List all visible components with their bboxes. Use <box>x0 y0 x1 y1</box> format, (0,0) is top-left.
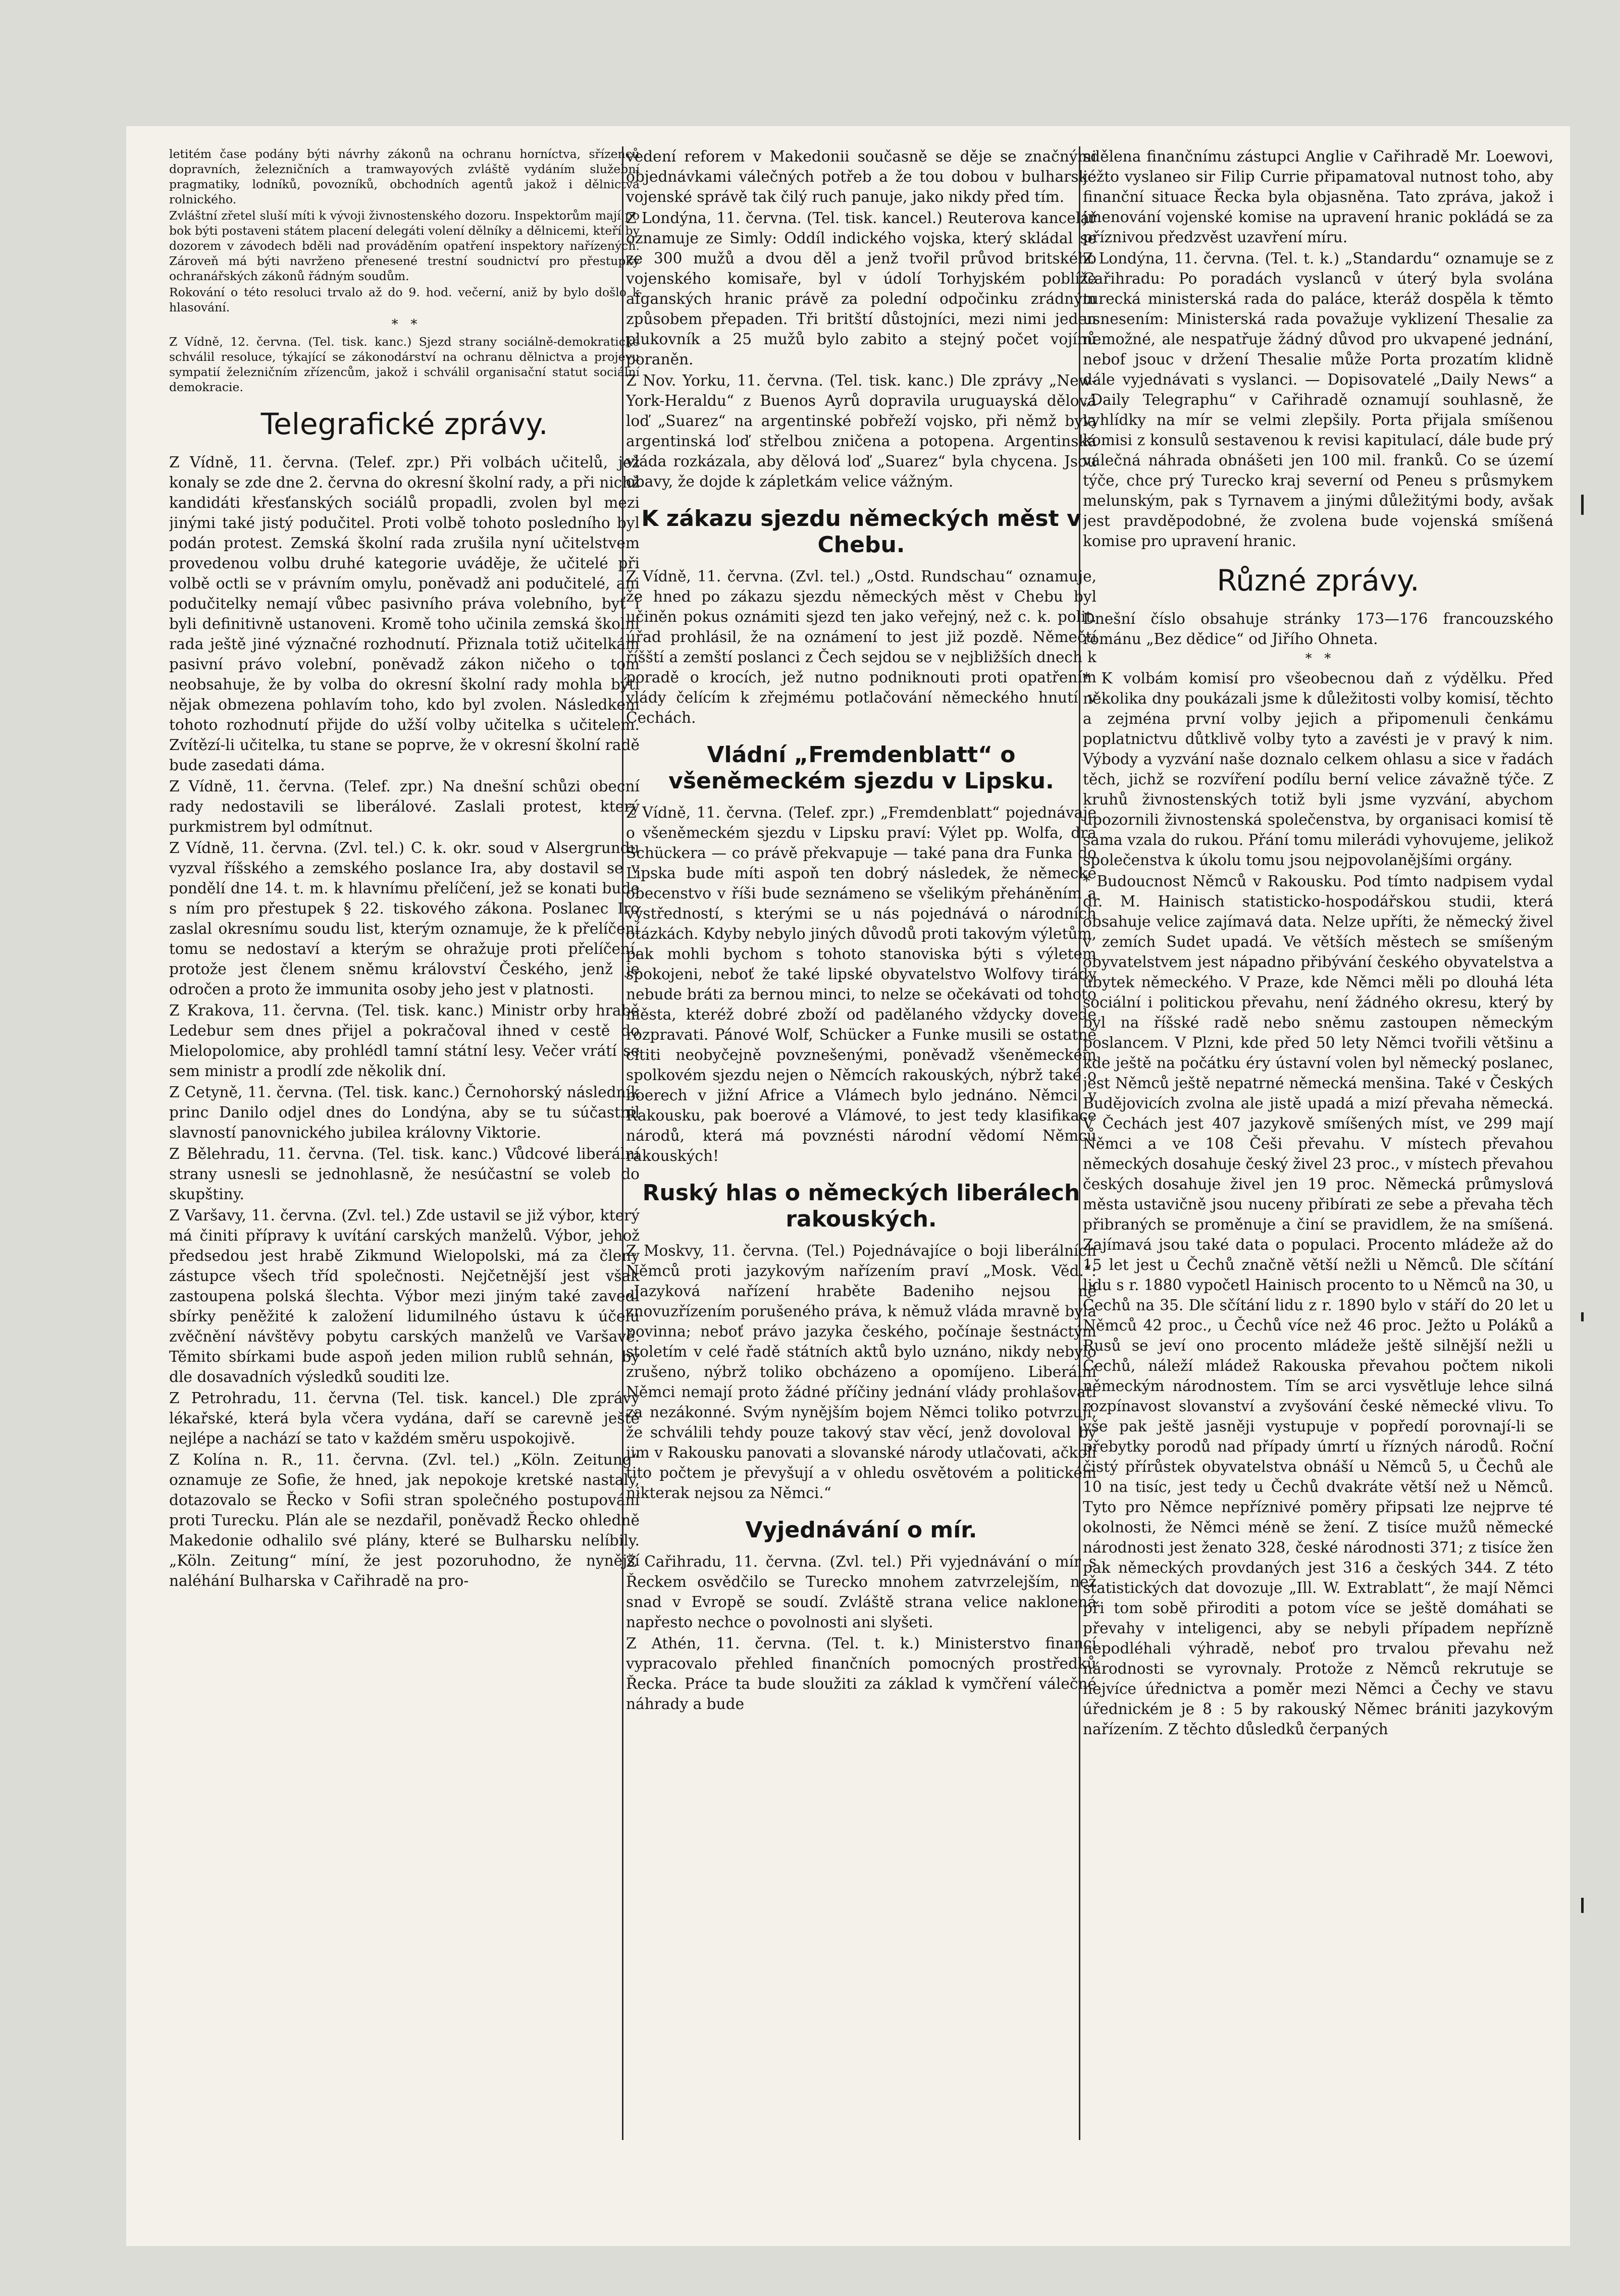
article-paragraph: Z Vídně, 11. června. (Zvl. tel.) C. k. okr. soud v Alsergrundu vyzval říšského a zemského poslance Ira, aby dostavil se v pondělí dne 14. t. m. k hlavnímu přelíčení, jež se konati bude s ním pro přestupek § 22. tiskového zákona. Poslanec Iro zaslal okresnímu soudu list, kterým oznamuje, že k přelíčení tomu se nedostaví a kterým se ohražuje proti přelíčení, protože jest členem sněmu království Českého, jenž je odročen a proto že immunita osoby jeho jest v platnosti. <box>169 839 640 998</box>
article-paragraph: sdělena finančnímu zástupci Anglie v Cařihradě Mr. Loewovi, ježto vyslaneo sir Filip Currie připamatoval nutnost toho, aby finanční situace Řecka byla objasněna. Tato zpráva, jakož i jmenování vojenské komise na upravení hranic pokládá se za příznivou předzvěst uzavření míru. <box>1083 148 1553 246</box>
article-paragraph: Zvláštní zřetel sluší míti k vývoji živnostenského dozoru. Inspektorům mají po bok býti postaveni státem placení delegáti volení dělníky a dělnicemi, kteří by dozorem v závodech bděli nad prováděním opatření inspektory nařízených. Zároveň má býti navrženo přenesené trestní soudnictví pro přestupky ochranářských zákonů řádným soudům. <box>169 208 640 283</box>
article-paragraph: Z Petrohradu, 11. června (Tel. tisk. kancel.) Dle zprávy lékařské, která byla včera vydána, daří se carevně ještě nejlépe a nachází se tato v každém směru uspokojivě. <box>169 1390 640 1447</box>
article-paragraph: Dnešní číslo obsahuje stránky 173—176 francouzského románu „Bez dědice“ od Jiřího Ohneta. <box>1083 610 1553 648</box>
scan-edge-mark <box>1581 495 1584 515</box>
article-paragraph: Z Cetyně, 11. června. (Tel. tisk. kanc.) Černohorský následník princ Danilo odjel dnes do Londýna, aby se tu súčastnil slavností panovnického jubilea královny Viktorie. <box>169 1084 640 1141</box>
article-paragraph: Z Krakova, 11. června. (Tel. tisk. kanc.) Ministr orby hrabě Ledebur sem dnes přijel a pokračoval ihned v cestě do Mielopolomice, aby prohlédl tamní státní lesy. Večer vrátí se sem ministr a prodlí zde několik dní. <box>169 1002 640 1080</box>
article-paragraph: * Budoucnost Němců v Rakousku. Pod tímto nadpisem vydal dr. M. Hainisch statisticko-hospodářskou studii, která obsahuje velice zajímavá data. Nelze upříti, že německý živel v zemích Sudet upadá. Ve větších městech se smíšeným obyvatelstvem jest nápadno přibývání českého obyvatelstva a úbytek německého. V Praze, kde Němci měli po dlouhá léta sociální i politickou převahu, není žádného okresu, který by byl na říšské radě nebo sněmu zastoupen německým poslancem. V Plzni, kde před 50 lety Němci tvořili většinu a kde ještě na počátku éry ústavní volen byl německý poslanec, jest Němců ještě nepatrné německá menšina. Také v Českých Budějovicích zvolna ale jistě upadá a mizí převaha německá. V Čechách jest 407 jazykově smíšených míst, ve 299 mají Němci a ve 108 Češi převahu. V místech převahou německých dosahuje český živel 23 proc., v místech převahou českých dosahuje živel jen 19 proc. Německá průmyslová města ustavičně jsou nuceny přibírati ze sebe a převaha těch přibraných se proměnuje a činí se pravidlem, že na smíšená. Zajímavá jsou také data o populaci. Procento mládeže až do 15 let jest u Čechů značně větší nežli u Němců. Dle sčítání lidu s r. 1880 vypočetl Hainisch procento to u Němců na 30, u Čechů na 35. Dle sčítání lidu z r. 1890 bylo v stáří do 20 let u Němců 42 proc., u Čechů více než 46 proc. Ježto u Poláků a Rusů se jeví ono procento mládeže ještě silnější nežli u Čechů, náleží mládež Rakouska převahou počtem nikoli německým národnostem. Tím se arci vysvětluje lehce silná rozpínavost slovanství a zvyšování české německé vlivu. To vše pak ještě jasněji vystupuje v popředí porovnají-li se přebytky porodů nad případy úmrtí u řízných národů. Roční čistý přírůstek obyvatelstva obnáší u Němců 5, u Čechů ale 10 na tisíc, jest tedy u Čechů dvakráte větší než u Němců. Tyto pro Němce nepříznivé poměry připsati lze nejprve té okolnosti, že Němci méně se žení. Z tisíce mužů německé národnosti jest ženato 328, české národnosti 371; z tisíce žen pak německých provdaných jest 316 a českých 344. Z této statistických dat dovozuje „Ill. W. Extrablatt“, že mají Němci při tom sobě přiroditi a potom více se ještě domáhati se převahy v inteligenci, aby se nebyli případem nepřízně nepodléhali výhradě, neboť pro trvalou převahu než národnosti se vyrovnaly. Protože z Němců rekrutuje se nejvíce úřednictva a poměr mezi Němci a Čechy ve stavu úřednickém je 8 : 5 by rakouský Němec brániti jazykovým nařízením. Z těchto důsledků čerpaných <box>1083 873 1553 1738</box>
article-heading: K zákazu sjezdu německých měst v Chebu. <box>641 506 1081 558</box>
article-paragraph: Z Kolína n. R., 11. června. (Zvl. tel.) „Köln. Zeitung“ oznamuje ze Sofie, že hned, jak nepokoje kretské nastaly, dotazovalo se Řecko v Sofii stran společného postupování proti Turecku. Plán ale se nezdařil, poněvadž Řecko ohledně Makedonie odhalilo své plány, které se Bulharsku nelíbily. „Köln. Zeitung“ míní, že jest pozoruhodno, že nynější naléhání Bulharska v Cařihradě na pro- <box>169 1451 640 1589</box>
column-right <box>1083 146 1553 2140</box>
section-heading-ruzne: Různé zprávy. <box>1217 563 1420 598</box>
article-paragraph: Z Cařihradu, 11. června. (Zvl. tel.) Při vyjednávání o mír s Řeckem osvědčilo se Turecko mnohem zatvrzelejším, než snad v Evropě se soudí. Zvláště strana velice naklonená napřesto nechce o povolnosti ani slyšeti. <box>626 1553 1096 1631</box>
article-paragraph: * K volbám komisí pro všeobecnou daň z výdělku. Před několika dny poukázali jsme k důležitosti volby komisí, těchto a zejména první volby jejich a připomenuli čenkámu poplatnictvu důtklivě volby tyto a zavésti je v pravý k nim. Výbody a vyzvání naše doznalo celkem ohlasu a sice v řadách těch, jichž se rozvíření podílu berní velice závažně týče. Z kruhů živnostenských totiž byli jsme vyzvání, abychom upozornili živnostenská společenstva, by organisaci komisí tě sama vzala do rukou. Přání tomu milerádi vyhovujeme, jelikož společenstva k úkolu tomu jsou nejpovolanějšími orgány. <box>1083 670 1553 869</box>
article-paragraph: vedení reforem v Makedonii současně se děje se značnými objednávkami válečných potřeb a že tou dobou v bulharské vojenské správě tak čilý ruch panuje, jako nikdy před tím. <box>626 148 1096 205</box>
article-paragraph: Z Londýna, 11. června. (Tel. tisk. kancel.) Reuterova kancelář oznamuje ze Simly: Oddíl indického vojska, který skládal se ze 300 mužů a dvou děl a jenž tvořil průvod britského vojenského komisaře, byl v údolí Torhyjském poblíže afganských hranic právě za polední odpočinku zrádným způsobem přepaden. Tři britští důstojníci, mezi nimi jeden plukovník a 25 mužů bylo zabito a stejný počet vojínů poraněn. <box>626 209 1096 368</box>
article-heading: Ruský hlas o německých liberálech rakouských. <box>642 1180 1080 1232</box>
article-paragraph: Z Athén, 11. června. (Tel. t. k.) Ministerstvo financí vypracovalo přehled finančních pomocných prostředků Řecka. Práce ta bude sloužiti za základ k vymčření válečné náhrady a bude <box>626 1635 1096 1713</box>
section-heading-telegrafic: Telegrafické zprávy. <box>260 407 548 441</box>
article-paragraph: letitém čase podány býti návrhy zákonů na ochranu horníctva, sřízenců dopravních, železničních a tramwayových zvláště vydáním služební pragmatiky, lodníků, povozníků, obchodních agentů jakož i dělnictva rolnického. <box>169 147 640 206</box>
article-paragraph: Z Nov. Yorku, 11. června. (Tel. tisk. kanc.) Dle zprávy „New-York-Heraldu“ z Buenos Ayrů dopravila uruguayská dělová loď „Suarez“ na argentinské pobřeží vojsko, při němž byla argentinská loď střelbou zničena a potopena. Argentinská vláda rozkázala, aby dělová loď „Suarez“ byla chycena. Jsou obavy, že dojde k zápletkám velice vážným. <box>626 372 1096 490</box>
article-heading: Vládní „Fremdenblatt“ o všeněmeckém sjezdu v Lipsku. <box>668 742 1054 794</box>
article-paragraph: Rokování o této resoluci trvalo až do 9. hod. večerní, aniž by bylo došlo k hlasování. <box>169 285 640 314</box>
article-paragraph: Z Vídně, 11. června. (Telef. zpr.) Na dnešní schůzi obecní rady nedostavili se liberálové. Zaslali protest, který purkmistrem byl odmítnut. <box>169 778 640 835</box>
article-paragraph: Z Vídně, 11. června. (Telef. zpr.) „Fremdenblatt“ pojednávaje o všeněmeckém sjezdu v Lipsku praví: Výlet pp. Wolfa, dra Schückera — co právě překvapuje — také pana dra Funka do Lipska bude míti aspoň ten dobrý následek, že německé obecenstvo v říši bude seznámeno se všelikým přeháněním a výstředností, s kterými se u nás pojednává o národních otázkách. Kdyby nebylo jiných důvodů proti takovým výletům, pak mohli bychom s tohoto stanoviska býti s výletem spokojeni, neboť že také lipské obyvatelstvo Wolfovy tirády nebude bráti za bernou minci, to nelze se očekávati od tohoto města, kteréž dobré zboží od padělaného vždycky dovede rozpravati. Pánové Wolf, Schücker a Funke musili se ostatně cítiti neobyčejně povznešenými, poněvadž všeněmeckém spolkovém sjezdu nejen o Němcích rakouských, nýbrž také o boerech v jižní Africe a Vlámech bylo jednáno. Němci v Rakousku, pak boerové a Vlámové, to jest tedy klasifikace národů, která má povznésti národní vědomí Němců rakouských! <box>626 804 1096 1164</box>
scan-edge-mark <box>1581 1898 1584 1913</box>
article-heading: Vyjednávání o mír. <box>745 1517 977 1543</box>
article-paragraph: Z Varšavy, 11. června. (Zvl. tel.) Zde ustavil se již výbor, který má činiti přípravy k uvítání carských manželů. Výbor, jehož předsedou jest hrabě Zikmund Wielopolski, má za členy zástupce všech tříd společnosti. Nejčetnější jest však zastoupena polská šlechta. Výbor mezi jiným také zavedl sbírky peněžité k založení lidumilného ústavu k účelu zvěčnění návštěvy pobytu carských manželů ve Varšavě. Těmito sbírkami bude aspoň jeden milion rublů sehnán, by dle dosavadních výsledků souditi lze. <box>169 1207 640 1385</box>
article-paragraph: Z Vídně, 11. června. (Zvl. tel.) „Ostd. Rundschau“ oznamuje, že hned po zákazu sjezdu německých měst v Chebu byl učiněn pokus oznámiti sjezd ten jako veřejný, než c. k. polit. úřad prohlásil, že na oznámení to jest již pozdě. Němečtí říšští a zemští poslanci z Čech sejdou se v nejbližších dnech k poradě o krocích, jež nutno podniknouti proti opatřením vlády čelícím k zřejmému potlačování německého hnutí v Čechách. <box>626 568 1096 726</box>
article-paragraph: Z Bělehradu, 11. června. (Tel. tisk. kanc.) Vůdcové liberální strany usnesli se jednohlasně, že nesúčastní se voleb do skupštiny. <box>169 1145 640 1203</box>
scan-edge-mark <box>1581 1312 1584 1321</box>
article-paragraph: Z Vídně, 11. června. (Telef. zpr.) Při volbách učitelů, jež konaly se zde dne 2. června do okresní školní rady, a při nichž kandidáti křesťanských sociálů propadli, zvolen byl mezi jinými také jistý podučitel. Proti volbě tohoto posledního byl podán protest. Zemská školní rada zrušila nyní učitelstvem provedenou volbu druhé kategorie uváděje, že učitelé při volbě octli se v právním omylu, poněvadž ani podučitelé, ani podučitelky nemají vůbec pasivního práva volebního, byť i byli definitivně ustanoveni. Kromě toho učinila zemská školní rada ještě jiné význačné rozhodnutí. Přiznala totiž učitelkám pasivní právo volební, poněvadž zákon ničeho o tom neobsahuje, že by volba do okresní školní rady mohla býti nějak obmezena pohlavím toho, kdo byl zvolen. Následkem tohoto rozhodnutí přijde do užší volby učitelka s učitelem. Zvítězí-li učitelka, tu stane se poprve, že v okresní školní radě bude zasedati dáma. <box>169 454 640 774</box>
article-paragraph: Z Vídně, 12. června. (Tel. tisk. kanc.) Sjezd strany sociálně-demokratické schválil resoluce, týkající se zákonodárství na ochranu dělnictva a projevu sympatií železničním zřízencům, jakož i schválil organisační statut sociální demokracie. <box>169 335 640 394</box>
column-middle <box>626 146 1096 2140</box>
separator-stars: * * <box>1305 651 1331 666</box>
article-paragraph: Z Moskvy, 11. června. (Tel.) Pojednávajíce o boji liberálních Němců proti jazykovým nařízením praví „Mosk. Věd.“: „Jazyková nařízení hraběte Badeniho nejsou ně znovuzřízením porušeného práva, k němuž vláda mravně byla povinna; neboť právo jazyka českého, počínaje šestnáctým stoletím v celé řadě státních aktů bylo uznáno, nikdy nebylo zrušeno, nýbrž toliko obcházeno a opomíjeno. Liberální Němci nemají proto žádné příčiny jednání vlády prohlašovati za nezákonné. Svým nynějším bojem Němci toliko potvrzují, že schválili tehdy pouze takový stav věcí, jenž dovoloval by jim v Rakousku panovati a slovanské národy utlačovati, ačkoli tito počtem je převyšují a v ohledu osvětovém a politickém nikterak nejsou za Němci.“ <box>626 1242 1096 1502</box>
column-left <box>169 146 640 2140</box>
article-paragraph: Z Londýna, 11. června. (Tel. t. k.) „Standardu“ oznamuje se z Cařihradu: Po poradách vyslanců v úterý byla svolána turecká ministerská rada do paláce, kteráž dospěla k těmto usnesením: Ministerská rada považuje vyklizení Thesalie za nemožné, ale nespatřuje žádný důvod pro ukvapené jednání, nebof jsouc v držení Thesalie může Porta prozatím klidně dále vyjednávati s vyslanci. — Dopisovatelé „Daily News“ a „Daily Telegraphu“ v Cařihradě oznamují souhlasně, že vyhlídky na mír se velmi zlepšily. Porta přijala smíšenou komisi z konsulů sestavenou k revisi kapitulací, dále bude prý válečná náhrada obnášeti jen 100 mil. franků. Co se území týče, chce prý Turecko kraj severní od Peneu s průsmykem melunským, pak s Tyrnavem a jinými důležitými body, avšak jest pravděpodobné, že zvolena bude vojenská smíšená komise pro upravení hranic. <box>1083 250 1553 550</box>
separator-stars: * * <box>391 317 417 332</box>
